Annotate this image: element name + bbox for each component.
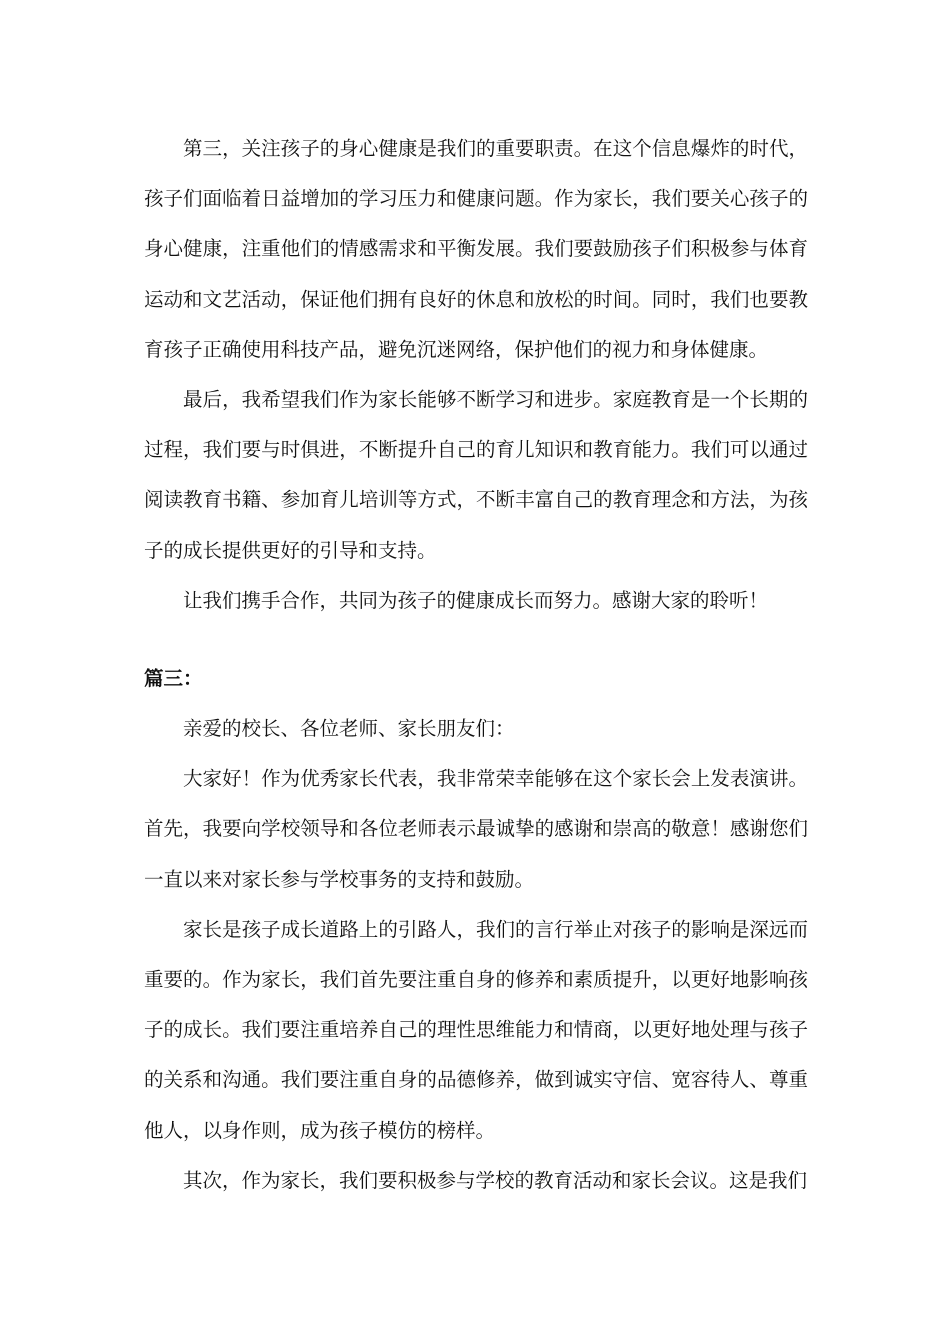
- paragraph-closing: 让我们携手合作，共同为孩子的健康成长而努力。感谢大家的聆听！: [183, 588, 769, 612]
- paragraph-secondly: 其次，作为家长，我们要积极参与学校的教育活动和家长会议。这是我们: [183, 1168, 808, 1192]
- paragraph-salutation: 亲爱的校长、各位老师、家长朋友们：: [183, 717, 515, 741]
- paragraph-third-point: 第三，关注孩子的身心健康是我们的重要职责。在这个信息爆炸的时代，孩子们面临着日益增加的学习压力和健康问题。作为家长，我们要关心孩子的身心健康，注重他们的情感需求和平衡发展。我们要鼓励孩子们积极参与体育运动和文艺活动，保证他们拥有良好的休息和放松的时间。同时，我们也要教育孩子正确使用科技产品，避免沉迷网络，保护他们的视力和身体健康。: [144, 137, 808, 361]
- section-heading: 篇三：: [144, 667, 203, 691]
- document-page: [144, 124, 808, 1206]
- paragraph-parent-role: 家长是孩子成长道路上的引路人，我们的言行举止对孩子的影响是深远而重要的。作为家长，我们首先要注重自身的修养和素质提升，以更好地影响孩子的成长。我们要注重培养自己的理性思维能力和情商，以更好地处理与孩子的关系和沟通。我们要注重自身的品德修养，做到诚实守信、宽容待人、尊重他人，以身作则，成为孩子模仿的榜样。: [144, 917, 808, 1142]
- paragraph-finally: 最后，我希望我们作为家长能够不断学习和进步。家庭教育是一个长期的过程，我们要与时俱进，不断提升自己的育儿知识和教育能力。我们可以通过阅读教育书籍、参加育儿培训等方式，不断丰富自己的教育理念和方法，为孩子的成长提供更好的引导和支持。: [144, 388, 808, 562]
- paragraph-greeting: 大家好！作为优秀家长代表，我非常荣幸能够在这个家长会上发表演讲。首先，我要向学校领导和各位老师表示最诚挚的感谢和崇高的敬意！感谢您们一直以来对家长参与学校事务的支持和鼓励。: [144, 767, 808, 891]
